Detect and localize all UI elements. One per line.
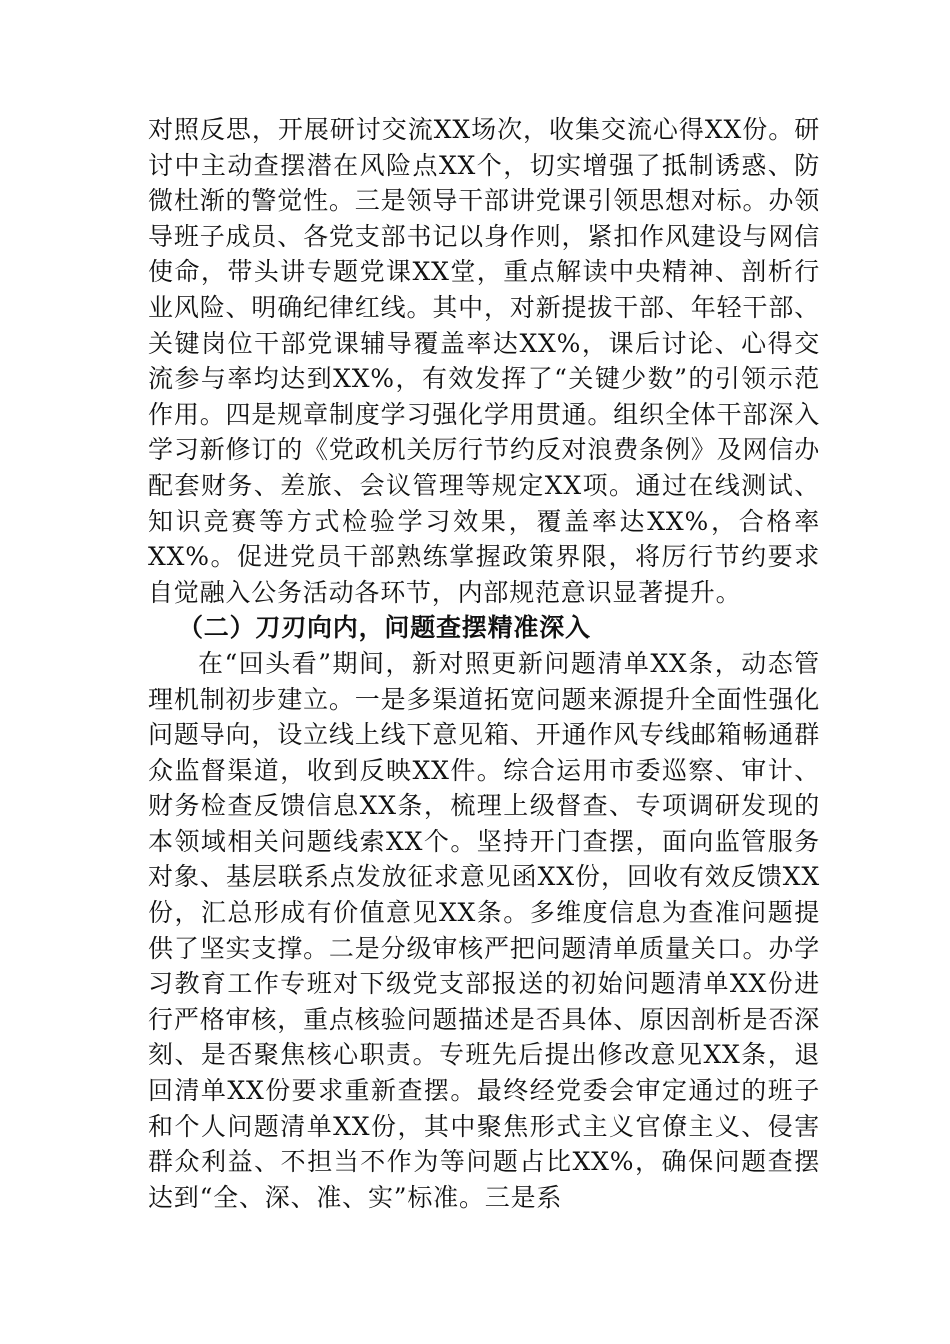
- body-paragraph: 在“回头看”期间，新对照更新问题清单XX条，动态管理机制初步建立。一是多渠道拓宽问题来源提升全面性强化问题导向，设立线上线下意见箱、开通作风专线邮箱畅通群众监督渠道，收到反映XX件。综合运用市委巡察、审计、财务检查反馈信息XX条，梳理上级督查、专项调研发现的本领域相关问题线索XX个。坚持开门查摆，面向监管服务对象、基层联系点发放征求意见函XX份，回收有效反馈XX份，汇总形成有价值意见XX条。多维度信息为查准问题提供了坚实支撑。二是分级审核严把问题清单质量关口。办学习教育工作专班对下级党支部报送的初始问题清单XX份进行严格审核，重点核验问题描述是否具体、原因剖析是否深刻、是否聚焦核心职责。专班先后提出修改意见XX条，退回清单XX份要求重新查摆。最终经党委会审定通过的班子和个人问题清单XX份，其中聚焦形式主义官僚主义、侵害群众利益、不担当不作为等问题占比XX%，确保问题查摆达到“全、深、准、实”标准。三是系: [148, 648, 820, 1212]
- body-paragraph-continued: 对照反思，开展研讨交流XX场次，收集交流心得XX份。研讨中主动查摆潜在风险点XX个，切实增强了抵制诱惑、防微杜渐的警觉性。三是领导干部讲党课引领思想对标。办领导班子成员、各党支部书记以身作则，紧扣作风建设与网信使命，带头讲专题党课XX堂，重点解读中央精神、剖析行业风险、明确纪律红线。其中，对新提拔干部、年轻干部、关键岗位干部党课辅导覆盖率达XX%，课后讨论、心得交流参与率均达到XX%，有效发挥了“关键少数”的引领示范作用。四是规章制度学习强化学用贯通。组织全体干部深入学习新修订的《党政机关厉行节约反对浪费条例》及网信办配套财务、差旅、会议管理等规定XX项。通过在线测试、知识竞赛等方式检验学习效果，覆盖率达XX%，合格率XX%。促进党员干部熟练掌握政策界限，将厉行节约要求自觉融入公务活动各环节，内部规范意识显著提升。: [148, 115, 820, 607]
- document-body: [148, 112, 820, 1215]
- section-heading: （二）刀刃向内，问题查摆精准深入: [178, 613, 591, 643]
